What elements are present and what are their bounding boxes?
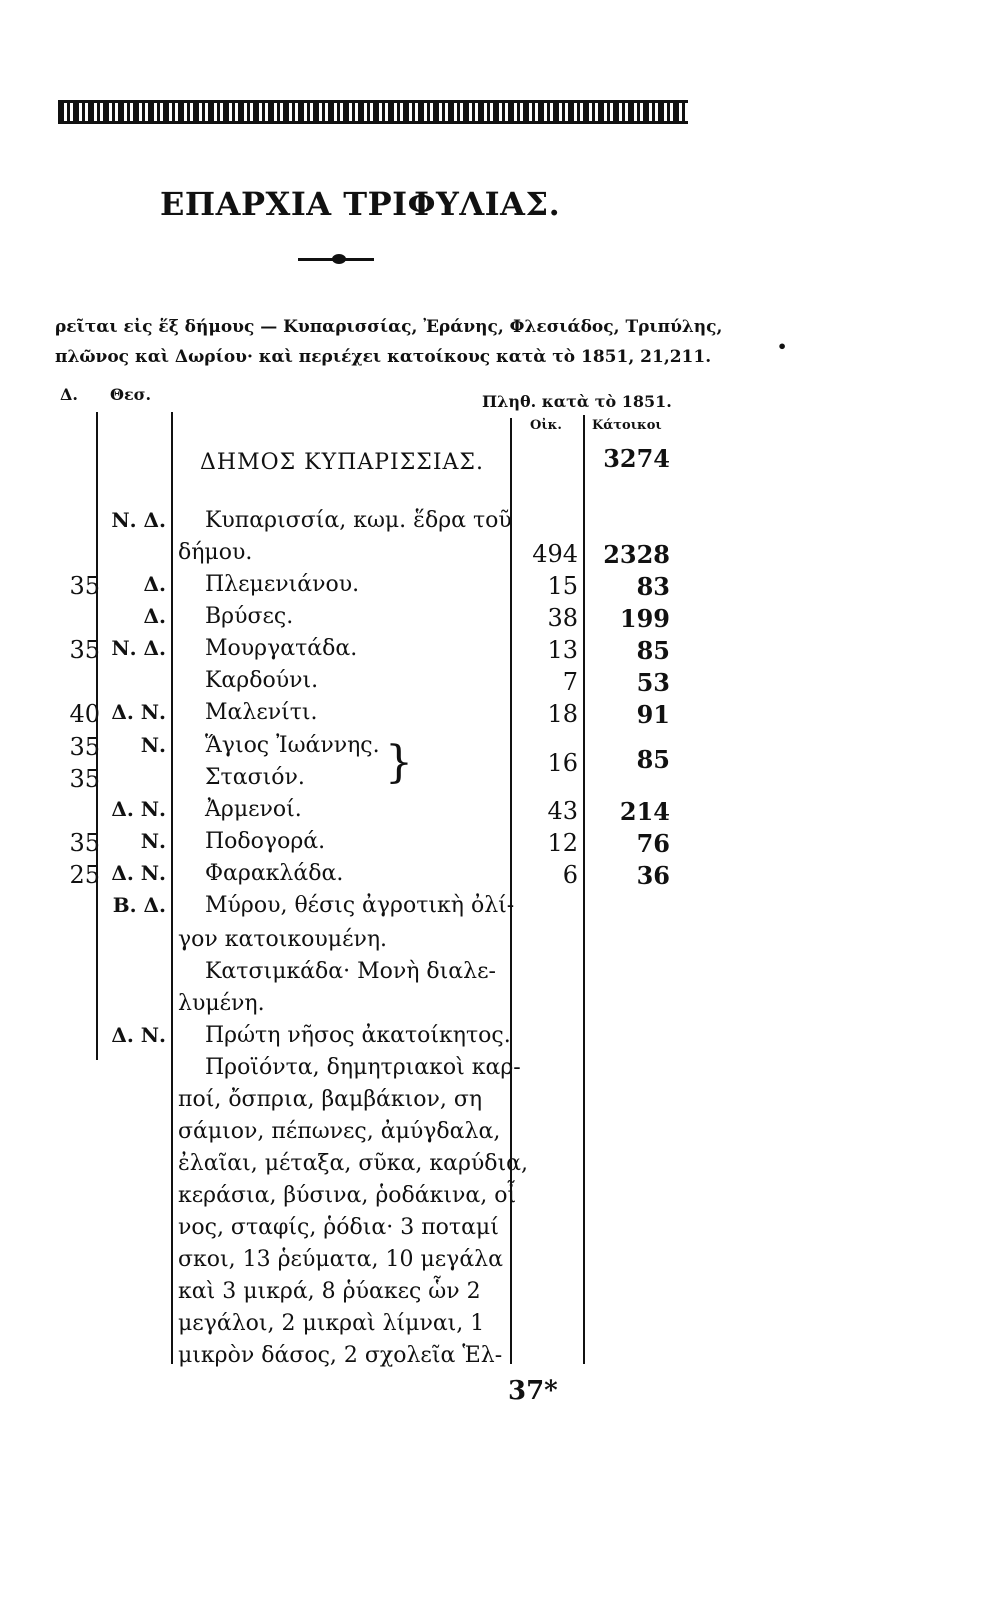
page-number: 37* — [508, 1376, 558, 1406]
intro-line-2: πλῶνος καὶ Δωρίου· καὶ περιέχει κατοίκους κατὰ τὸ 1851, 21,211. — [55, 347, 712, 367]
row-households: 16 — [547, 749, 578, 777]
row-position: Δ. Ν. — [111, 861, 166, 885]
row-altitude: 35 — [69, 829, 100, 857]
intro-line-1: ρεῖται εἰς ἕξ δήμους — Κυπαρισσίας, Ἐράνης, Φλεσιάδος, Τριπύλης, — [55, 317, 723, 337]
row-name: δήμου. — [178, 540, 253, 565]
row-households: 13 — [547, 636, 578, 664]
row-name: Πλεμενιάνου. — [205, 572, 360, 597]
description-line: ποί, ὄσπρια, βαμβάκιον, ση — [178, 1087, 483, 1112]
table-row — [0, 508, 720, 540]
row-inhabitants: 91 — [636, 700, 670, 729]
row-name: Μαλενίτι. — [205, 700, 318, 725]
row-position: Δ. Ν. — [111, 1023, 166, 1047]
row-name: Μύρου, θέσις ἀγροτικὴ ὀλί- — [205, 893, 515, 918]
row-households: 15 — [547, 572, 578, 600]
row-position: Ν. — [140, 829, 166, 853]
table-row — [0, 668, 720, 700]
row-inhabitants: 53 — [636, 668, 670, 697]
row-name: Κυπαρισσία, κωμ. ἕδρα τοῦ — [205, 508, 512, 533]
table-row — [0, 861, 720, 893]
title-separator-ornament — [332, 254, 346, 264]
row-households: 18 — [547, 700, 578, 728]
row-inhabitants: 76 — [636, 829, 670, 858]
row-households: 7 — [562, 668, 578, 696]
deme-title: ΔΗΜΟΣ ΚΥΠΑΡΙΣΣΙΑΣ. — [200, 450, 484, 475]
row-inhabitants: 36 — [636, 861, 670, 890]
row-inhabitants: 2328 — [603, 540, 670, 569]
header-households: Οἰκ. — [530, 418, 562, 433]
table-row — [0, 636, 720, 668]
row-altitude: 25 — [69, 861, 100, 889]
row-inhabitants: 199 — [619, 604, 670, 633]
row-position: Ν. — [140, 733, 166, 757]
page-title: ΕΠΑΡΧΙΑ ΤΡΙΦΥΛΙΑΣ. — [160, 185, 561, 223]
row-position: Β. Δ. — [112, 893, 166, 917]
row-households: 43 — [547, 797, 578, 825]
row-name: Στασιόν. — [205, 765, 305, 790]
description-line: σάμιον, πέπωνες, ἀμύγδαλα, — [178, 1119, 501, 1144]
row-position: Ν. Δ. — [111, 508, 166, 532]
description-line: καὶ 3 μικρά, 8 ῥύακες ὧν 2 — [178, 1279, 481, 1304]
row-name: Ἀρμενοί. — [205, 797, 302, 822]
row-altitude: 35 — [69, 765, 100, 793]
table-row — [0, 604, 720, 636]
table-row — [0, 829, 720, 861]
description-line: Πρώτη νῆσος ἀκατοίκητος. — [205, 1023, 511, 1048]
row-inhabitants: 85 — [636, 636, 670, 665]
row-altitude: 35 — [69, 572, 100, 600]
top-ornament-rule — [58, 100, 688, 124]
row-inhabitants: 214 — [619, 797, 670, 826]
description-line: Κατσιμκάδα· Μονὴ διαλε- — [205, 959, 496, 984]
table-row — [0, 797, 720, 829]
row-name: Ἅγιος Ἰωάννης. — [205, 733, 380, 758]
row-name: Μουργατάδα. — [205, 636, 358, 661]
row-altitude: 35 — [69, 636, 100, 664]
row-position: Δ. Ν. — [111, 797, 166, 821]
row-households: 38 — [547, 604, 578, 632]
row-position: Ν. Δ. — [111, 636, 166, 660]
row-inhabitants: 85 — [636, 745, 670, 774]
description-line: γον κατοικουμένη. — [178, 927, 388, 952]
description-line: κεράσια, βύσινα, ῥοδάκινα, οἶ — [178, 1183, 517, 1208]
row-name: Ποδογορά. — [205, 829, 326, 854]
row-households: 6 — [562, 861, 578, 889]
description-line: λυμένη. — [178, 991, 265, 1016]
row-altitude: 40 — [69, 700, 100, 728]
row-position: Δ. — [143, 604, 166, 628]
header-altitude: Θεσ. — [110, 385, 152, 404]
row-households: 12 — [547, 829, 578, 857]
description-line: νος, σταφίς, ῥόδια· 3 ποταμί — [178, 1215, 499, 1240]
header-position: Δ. — [60, 385, 78, 404]
table-row — [0, 540, 720, 572]
header-population: Πληθ. κατὰ τὸ 1851. — [482, 392, 672, 411]
row-households: 494 — [532, 540, 578, 568]
description-line: Προϊόντα, δημητριακοὶ καρ- — [205, 1055, 521, 1080]
row-name: Καρδούνι. — [205, 668, 319, 693]
description-line: σκοι, 13 ῥεύματα, 10 μεγάλα — [178, 1247, 503, 1272]
table-row — [0, 893, 720, 925]
description-line: μικρὸν δάσος, 2 σχολεῖα Ἑλ- — [178, 1343, 503, 1368]
row-position: Δ. — [143, 572, 166, 596]
table-row — [0, 700, 720, 732]
header-inhabitants: Κάτοικοι — [592, 418, 662, 433]
deme-total-inhabitants: 3274 — [603, 444, 670, 473]
description-line: ἐλαῖαι, μέταξα, σῦκα, καρύδια, — [178, 1151, 529, 1176]
grouping-brace: } — [385, 737, 413, 788]
row-name: Φαρακλάδα. — [205, 861, 344, 886]
description-line: μεγάλοι, 2 μικραὶ λίμναι, 1 — [178, 1311, 485, 1336]
row-altitude: 35 — [69, 733, 100, 761]
row-name: Βρύσες. — [205, 604, 294, 629]
table-row — [0, 572, 720, 604]
row-position: Δ. Ν. — [111, 700, 166, 724]
margin-mark: • — [777, 337, 788, 356]
row-inhabitants: 83 — [636, 572, 670, 601]
